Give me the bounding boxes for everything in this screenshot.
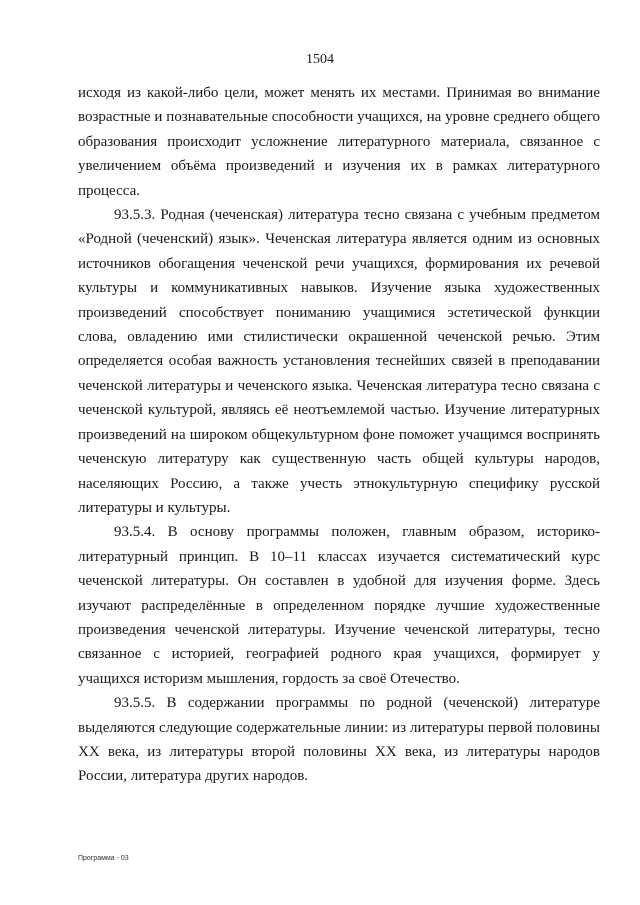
- paragraph-intro-continuation: исходя из какой-либо цели, может менять их местами. Принимая во внимание возрастные и познавательные способности учащихся, на уровне среднего общего образования происходит усложнение литературного материала, связанное с увеличением объёма произведений и изучения их в рамках литературного процесса.: [78, 85, 600, 199]
- page-number: 1504: [306, 52, 334, 67]
- page-footer: Программа - 03: [78, 855, 129, 862]
- document-body: [78, 81, 600, 789]
- paragraph-93-5-3: 93.5.3. Родная (чеченская) литература тесно связана с учебным предметом «Родной (чеченский) язык». Чеченская литература является одним из основных источников обогащения чеченской речи учащихся, формирования их речевой культуры и коммуникативных навыков. Изучение языка художественных произведений способствует пониманию учащимися эстетической функции слова, овладению ими стилистически окрашенной чеченской речью. Этим определяется особая важность установления теснейших связей в преподавании чеченской литературы и чеченского языка. Чеченская литература тесно связана с чеченской культурой, являясь её неотъемлемой частью. Изучение литературных произведений на широком общекультурном фоне поможет учащимся воспринять чеченскую литературу как существенную часть общей культуры народов, населяющих Россию, а также учесть этнокультурную специфику русской литературы и культуры.: [78, 207, 600, 516]
- paragraph-93-5-4: 93.5.4. В основу программы положен, главным образом, историко-литературный принцип. В 10–11 классах изучается систематический курс чеченской литературы. Он составлен в удобной для изучения форме. Здесь изучают распределённые в определенном порядке лучшие художественные произведения чеченской литературы. Изучение чеченской литературы, тесно связанное с историей, географией родного края учащихся, формирует у учащихся историзм мышления, гордость за своё Отечество.: [78, 524, 600, 687]
- paragraph-93-5-5: 93.5.5. В содержании программы по родной (чеченской) литературе выделяются следующие содержательные линии: из литературы первой половины XX века, из литературы второй половины XX века, из литературы народов России, литература других народов.: [78, 695, 600, 785]
